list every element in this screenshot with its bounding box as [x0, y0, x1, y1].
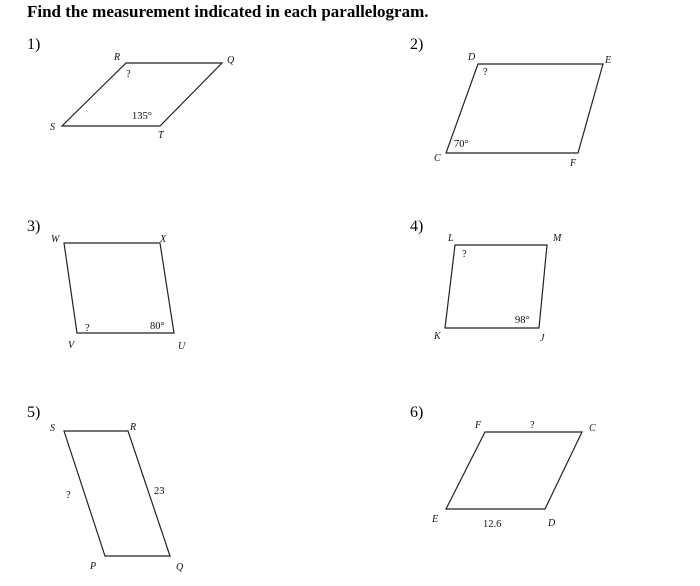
vertex-label: E [605, 55, 612, 66]
vertex-label: S [50, 423, 55, 434]
problem-2-number: 2) [410, 36, 424, 53]
problem-3-number: 3) [27, 218, 41, 235]
unknown-label: ? [483, 67, 488, 78]
side-length-label: 12.6 [483, 519, 502, 530]
vertex-label: F [570, 158, 577, 169]
vertex-label: Q [176, 562, 184, 573]
problem-5-figure [50, 422, 184, 573]
problem-6-figure [431, 420, 596, 530]
worksheet-title: Find the measurement indicated in each parallelogram. [27, 2, 429, 21]
problem-6-number: 6) [410, 404, 424, 421]
parallelogram-4 [445, 245, 547, 328]
angle-label: 80° [150, 321, 165, 332]
side-length-label: 23 [154, 486, 165, 497]
vertex-label: M [553, 233, 562, 244]
vertex-label: Q [227, 55, 235, 66]
problem-5-number: 5) [27, 404, 41, 421]
vertex-label: V [68, 340, 75, 351]
vertex-label: D [468, 52, 476, 63]
angle-label: 70° [454, 139, 469, 150]
problem-1-number: 1) [27, 36, 41, 53]
vertex-label: T [158, 130, 164, 141]
problem-2-figure [434, 52, 611, 169]
unknown-label: ? [530, 420, 535, 431]
vertex-label: C [434, 153, 441, 164]
angle-label: 135° [132, 111, 152, 122]
problem-3-figure [51, 234, 186, 352]
problem-1-figure [50, 52, 235, 141]
vertex-label: D [548, 518, 556, 529]
problem-4-number: 4) [410, 218, 424, 235]
parallelogram-2 [446, 64, 603, 153]
vertex-label: U [178, 341, 186, 352]
unknown-label: ? [462, 249, 467, 260]
vertex-label: W [51, 234, 60, 245]
parallelogram-6 [446, 432, 582, 509]
vertex-label: S [50, 122, 55, 133]
unknown-label: ? [66, 490, 71, 501]
vertex-label: K [434, 331, 441, 342]
parallelogram-3 [64, 243, 174, 333]
vertex-label: R [114, 52, 121, 63]
unknown-label: ? [85, 323, 90, 334]
vertex-label: J [540, 333, 545, 344]
vertex-label: C [589, 423, 596, 434]
vertex-label: E [432, 514, 439, 525]
vertex-label: X [160, 234, 167, 245]
angle-label: 98° [515, 315, 530, 326]
vertex-label: L [448, 233, 454, 244]
vertex-label: F [475, 420, 482, 431]
vertex-label: R [130, 422, 137, 433]
unknown-label: ? [126, 69, 131, 80]
problem-4-figure [433, 233, 562, 344]
vertex-label: P [90, 561, 97, 572]
